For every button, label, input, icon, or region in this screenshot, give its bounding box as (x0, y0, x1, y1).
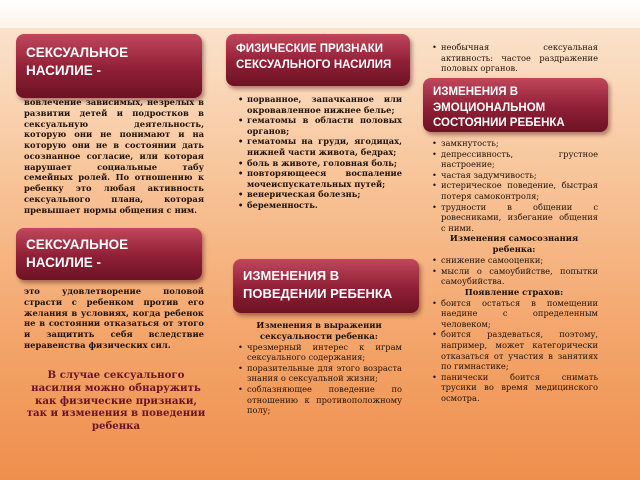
highlight-note: В случае сексуального насилия можно обнаружить как физические признаки, так и изменения в поведении ребенка (26, 369, 206, 432)
banner-line: НАСИЛИЕ - (26, 255, 102, 271)
banner-line: СОСТОЯНИИ РЕБЕНКА (433, 117, 565, 130)
banner-behavior-changes (233, 259, 419, 313)
banner-line: СЕКСУАЛЬНОЕ (26, 237, 129, 252)
selfesteem-heading: Изменения самосознания ребенка: (449, 233, 579, 255)
behavior-section (236, 320, 402, 416)
banner-sexual-violence-1 (16, 34, 202, 98)
definition-paragraph-1: вовлечение зависимых, незрелых в развитии детей и подростков в сексуальную деятельность, которую они не понимают и на которую они не в состоянии дать осознанное согласие, или которая нарушает социальные табу семейных ролей. По отношению к ребенку это любая активность сексуального плана, которая превышает нормы общения с ним. (24, 97, 204, 215)
banner-line: ПОВЕДЕНИИ РЕБЕНКА (243, 285, 393, 301)
list-item: • беременность. (236, 200, 402, 211)
list-item: • мысли о самоубийстве, попытки самоубийства. (430, 266, 598, 287)
sexuality-list (236, 342, 402, 416)
list-item: • трудности в общении с ровесниками, избегание общения с ними. (430, 202, 598, 234)
list-item: • порванное, запачканное или окровавленное нижнее белье; (236, 94, 402, 115)
banner-line: НАСИЛИЕ - (26, 63, 102, 79)
emotional-list (430, 138, 598, 233)
definition-paragraph-2: это удовлетворение половой страсти с ребенком против его желания в условиях, когда ребенок не в состоянии отказаться от этого и защитить себя вследствие неравенства физических сил. (24, 286, 204, 350)
sexuality-heading: Изменения в выражении сексуальности ребенка: (256, 320, 382, 341)
list-item: • венерическая болезнь; (236, 189, 402, 200)
sexual-activity-list (430, 42, 598, 74)
fears-heading: Появление страхов: (464, 286, 564, 297)
list-item: • чрезмерный интерес к играм сексуального содержания; (236, 342, 402, 363)
list-item: • истерическое поведение, быстрая потеря самоконтроля; (430, 180, 598, 201)
list-item: • необычная сексуальная активность: частое раздражение половых органов. (430, 42, 598, 74)
list-item: • частая задумчивость; (430, 170, 598, 181)
list-item: • соблазняющее поведение по отношению к противоположному полу; (236, 384, 402, 416)
list-item: • депрессивность, грустное настроение; (430, 149, 598, 170)
banner-line: ФИЗИЧЕСКИЕ ПРИЗНАКИ (236, 43, 384, 55)
banner-line: ИЗМЕНЕНИЯ В (243, 268, 340, 283)
fears-list (430, 298, 598, 404)
top-strip (0, 0, 640, 28)
banner-line: ИЗМЕНЕНИЯ В (433, 86, 519, 98)
selfesteem-list (430, 255, 598, 287)
banner-line: СЕКСУАЛЬНОГО НАСИЛИЯ (236, 58, 392, 71)
list-item: • боль в животе, головная боль; (236, 158, 402, 169)
list-item: • гематомы в области половых органов; (236, 115, 402, 136)
physical-signs-list (236, 94, 402, 211)
list-item: • гематомы на груди, ягодицах, нижней части живота, бедрах; (236, 136, 402, 157)
banner-line: ЭМОЦИОНАЛЬНОМ (433, 101, 546, 114)
banner-sexual-violence-2 (16, 228, 202, 280)
emotional-section (430, 138, 598, 404)
list-item: • замкнутость; (430, 138, 598, 149)
list-item: • повторяющееся воспаление мочеиспускательных путей; (236, 168, 402, 189)
banner-emotional-changes (423, 78, 608, 132)
list-item: • панически боится снимать трусики во время медицинского осмотра. (430, 372, 598, 404)
banner-physical-signs (226, 34, 410, 86)
list-item: • снижение самооценки; (430, 255, 598, 266)
list-item: • поразительные для этого возраста знания о сексуальной жизни; (236, 363, 402, 384)
list-item: • боится остаться в помещении наедине с определенным человеком; (430, 298, 598, 330)
list-item: • боится раздеваться, поэтому, например, может категорически отказаться от участия в занятиях по гимнастике; (430, 329, 598, 371)
banner-line: СЕКСУАЛЬНОЕ (26, 45, 129, 60)
